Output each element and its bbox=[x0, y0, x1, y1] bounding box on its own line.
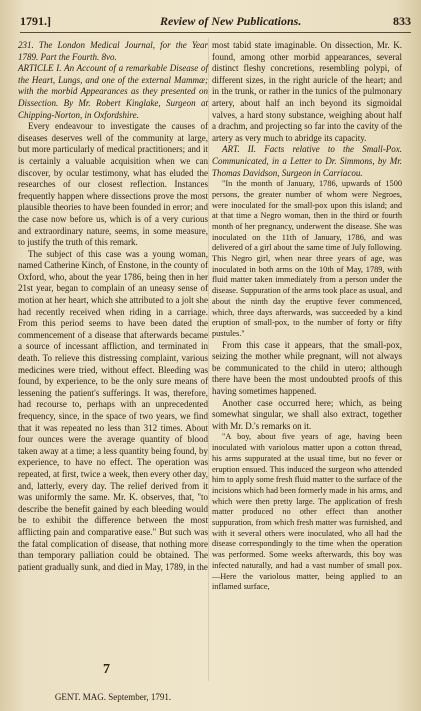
paragraph: Every endeavour to investigate the causes of diseases deserves well of the community at large, but more particularly of medical practitioners; and it is certainly a valuable acquisition when we can discover, by ocular testimony, what has eluded the researches of our closest reflection. Instances frequently happen where dissections prove the most plausible theories to have been founded in error; and the case now before us, which is of a very curious and extraordinary nature, seems, in some measure, to justify the truth of this remark. bbox=[18, 121, 208, 248]
quoted-paragraph: "A boy, about five years of age, having been inoculated with variolous matter upon a cotton thread, his arms suppurated at the usual time, but no fever or eruption ensued. This induced the surgeon who attended him to apply some fresh fluid matter to the surface of the incisions which had been formerly made in his arms, and which were then pretty large. The application of fresh matter produced no other effect than another suppuration, from which fresh matter was furnished, and with it several others were inoculated, who all had the disease correspondingly to the time when the operation was performed. Some weeks afterwards, this boy was infected naturally, and had a vast number of small pox.—Here the variolous matter, being applied to an inflamed surface, bbox=[212, 432, 402, 592]
article-two-title: ART. II. Facts relative to the Small-Pox. Communicated, in a Letter to Dr. Simmons, by Mr. Thomas Davidson, Surgeon in Carriacou. bbox=[212, 144, 402, 178]
header-year: 1791.] bbox=[20, 14, 51, 28]
left-column bbox=[18, 40, 208, 573]
header-page-number: 833 bbox=[393, 14, 411, 28]
right-column bbox=[212, 40, 402, 593]
quoted-paragraph: "In the month of January, 1786, upwards of 1500 persons, the greater number of whom were Negroes, were inoculated for the small-pox upon this island; and at that time a Negro woman, then in the third or fourth month of her pregnancy, underwent the disease. She was inoculated on the 11th of January, 1786, and was delivered of a girl about the same time of July following. This Negro girl, when near three years of age, was inoculated in both arms on the 10th of May, 1789, with fluid matter taken immediately from a person under the disease. Suppuration of the arms took place as usual, and about the ninth day the eruptive fever commenced, which, three days afterwards, was succeeded by a kind eruption of small-pox, to the number of forty or fifty pustules." bbox=[212, 179, 402, 338]
footer-imprint: GENT. MAG. September, 1791. bbox=[54, 692, 172, 702]
column-gutter bbox=[208, 38, 209, 681]
paragraph: From this case it appears, that the small-pox, seizing the mother while pregnant, will not always be communicated to the child in utero; although there have been the most undoubted proofs of this having sometimes happened. bbox=[212, 339, 402, 397]
running-header bbox=[20, 12, 411, 33]
paragraph: most tabid state imaginable. On dissection, Mr. K. found, among other morbid appearances, several distinct fleshy concretions, resembling polypi, of different sizes, in the right auricle of the heart; and in the trunk, or rather in the tunics of the pulmonary artery, about half an inch beyond its sigmoidal valves, a hard stony substance, weighing about half a drachm, and projecting so far into the cavity of the artery as very much to abridge its capacity. bbox=[212, 40, 402, 143]
article-one-title: ARTICLE I. An Account of a remarkable Disease of the Heart, Lungs, and one of the external Mammæ; with the morbid Appearances as they presented on Dissection. By Mr. Robert Kinglake, Surgeon at Chipping-Norton, in Oxfordshire. bbox=[18, 63, 208, 120]
paragraph: The subject of this case was a young woman, named Catherine Kinch, of Enstone, in the county of Oxford, who, about the year 1786, being then in her 21st year, began to complain of an uneasy sense of motion at her heart, which she attributed to a jolt she had recently received when riding in a carriage. From this period seems to have been dated the commencement of a disease that afterwards became a source of incessant affliction, and terminated in death. To relieve this distressing complaint, various medicines were tried, without effect. Bleeding was found, by experience, to be the only sure means of lessening the patient's sufferings. It was, therefore, had recourse to, perhaps with an unprecedented frequency, since, in the space of two years, we find that it was repeated no less than 312 times. About four ounces were the average quantity of blood taken away at a time; a less quantity being found, by experience, to have no effect. The operation was repeated, at first, twice a week, then every other day, and, latterly, every day. The relief derived from it was uniformly the same. Mr. K. observes, that, "to describe the benefit gained by each bleeding would be to exhibit the difference between the most afflicting pain and comparative ease." But such was the fatal complication of disease, that nothing more than temporary palliation could be obtained. The patient gradually sunk, and died in May, 1789, in the bbox=[18, 248, 208, 572]
review-heading: 231. The London Medical Journal, for the Year 1789. Part the Fourth. 8vo. bbox=[18, 40, 208, 62]
signature-mark: 7 bbox=[103, 662, 110, 677]
header-title: Review of New Publications. bbox=[160, 14, 302, 28]
paragraph: Another case occurred here; which, as being somewhat singular, we shall also extract, together with Mr. D.'s remarks on it. bbox=[212, 397, 402, 431]
